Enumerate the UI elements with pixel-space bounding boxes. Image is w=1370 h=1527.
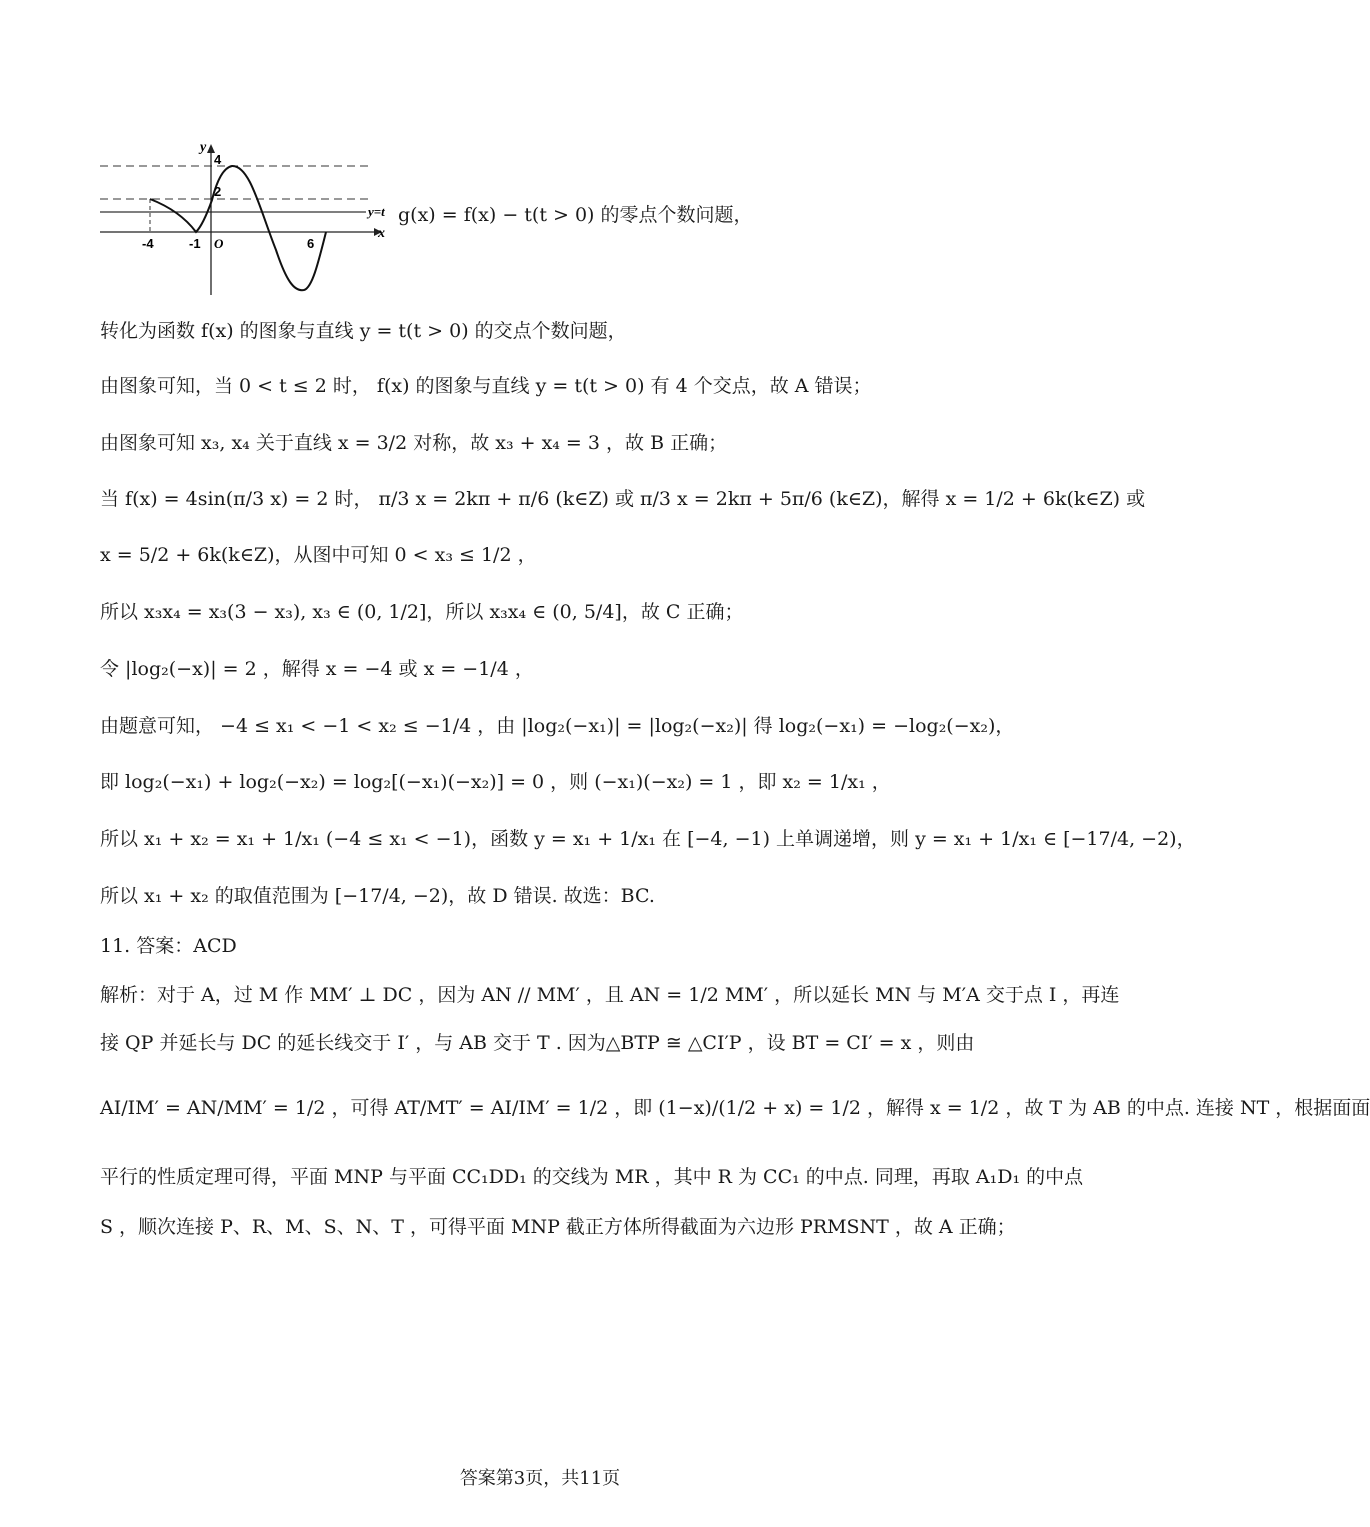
function-curve <box>150 166 326 290</box>
text-line-8: 由题意可知， −4 ≤ x₁ < −1 < x₂ ≤ −1/4 ，由 |log₂(−x₁)| = |log₂(−x₂)| 得 log₂(−x₁) = −log₂(−x₂)， <box>100 715 1015 737</box>
answer-heading: 11. 答案：ACD <box>100 935 237 957</box>
tick-label-minus-1: -1 <box>189 236 201 251</box>
text-line-3: 由图象可知 x₃, x₄ 关于直线 x = 3/2 对称，故 x₃ + x₄ = 3 ，故 B 正确； <box>100 432 728 454</box>
text-line-10: 所以 x₁ + x₂ = x₁ + 1/x₁ (−4 ≤ x₁ < −1)，函数 y = x₁ + 1/x₁ 在 [−4, −1) 上单调递增，则 y = x₁ + 1/x₁ ∈ [−17/4, −2)， <box>100 828 1196 850</box>
text-line-7: 令 |log₂(−x)| = 2 ，解得 x = −4 或 x = −1/4 ， <box>100 658 534 680</box>
y-axis-label: y <box>200 140 207 155</box>
tick-label-6: 6 <box>307 236 315 251</box>
text-line-16: 平行的性质定理可得，平面 MNP 与平面 CC₁DD₁ 的交线为 MR ，其中 R 为 CC₁ 的中点. 同理，再取 A₁D₁ 的中点 <box>100 1166 1084 1188</box>
text-line-5: x = 5/2 + 6k(k∈Z)，从图中可知 0 < x₃ ≤ 1/2 ， <box>100 544 537 566</box>
text-line-4: 当 f(x) = 4sin(π/3 x) = 2 时， π/3 x = 2kπ + π/6 (k∈Z) 或 π/3 x = 2kπ + 5π/6 (k∈Z)，解得 x = 1/2 + 6k(k∈Z) 或 <box>100 488 1146 510</box>
function-graph <box>98 140 398 300</box>
text-line-13: 解析：对于 A，过 M 作 MM′ ⊥ DC ，因为 AN // MM′ ，且 AN = 1/2 MM′ ，所以延长 MN 与 M′A 交于点 I ，再连 <box>100 984 1120 1006</box>
text-line-6: 所以 x₃x₄ = x₃(3 − x₃), x₃ ∈ (0, 1/2]，所以 x₃x₄ ∈ (0, 5/4]，故 C 正确； <box>100 601 744 623</box>
tick-label-minus-4: -4 <box>142 236 154 251</box>
text-line-2: 由图象可知，当 0 < t ≤ 2 时， f(x) 的图象与直线 y = t(t > 0) 有 4 个交点，故 A 错误； <box>100 375 872 397</box>
tick-label-2: 2 <box>214 184 222 199</box>
graph-caption: g(x) = f(x) − t(t > 0) 的零点个数问题， <box>398 204 753 226</box>
text-line-17: S ，顺次连接 P、R、M、S、N、T ，可得平面 MNP 截正方体所得截面为六边形 PRMSNT ，故 A 正确； <box>100 1216 1016 1238</box>
x-axis-label: x <box>378 226 385 241</box>
page-footer: 答案第3页，共11页 <box>459 1468 621 1489</box>
text-line-1: 转化为函数 f(x) 的图象与直线 y = t(t > 0) 的交点个数问题， <box>100 320 627 342</box>
tick-label-origin: O <box>214 236 224 251</box>
text-line-15: AI/IM′ = AN/MM′ = 1/2 ，可得 AT/MT′ = AI/IM′ = 1/2 ，即 (1−x)/(1/2 + x) = 1/2 ，解得 x = 1/2 ，故 T 为 AB 的中点. 连接 NT ，根据面面 <box>100 1097 1370 1119</box>
tick-label-4: 4 <box>214 152 222 167</box>
text-line-14: 接 QP 并延长与 DC 的延长线交于 I′ ，与 AB 交于 T . 因为△BTP ≅ △CI′P ，设 BT = CI′ = x ，则由 <box>100 1032 975 1054</box>
text-line-11: 所以 x₁ + x₂ 的取值范围为 [−17/4, −2)，故 D 错误. 故选：BC. <box>100 885 655 907</box>
line-label: y=t <box>368 204 385 219</box>
text-line-9: 即 log₂(−x₁) + log₂(−x₂) = log₂[(−x₁)(−x₂)] = 0 ，则 (−x₁)(−x₂) = 1 ，即 x₂ = 1/x₁ ， <box>100 771 891 793</box>
